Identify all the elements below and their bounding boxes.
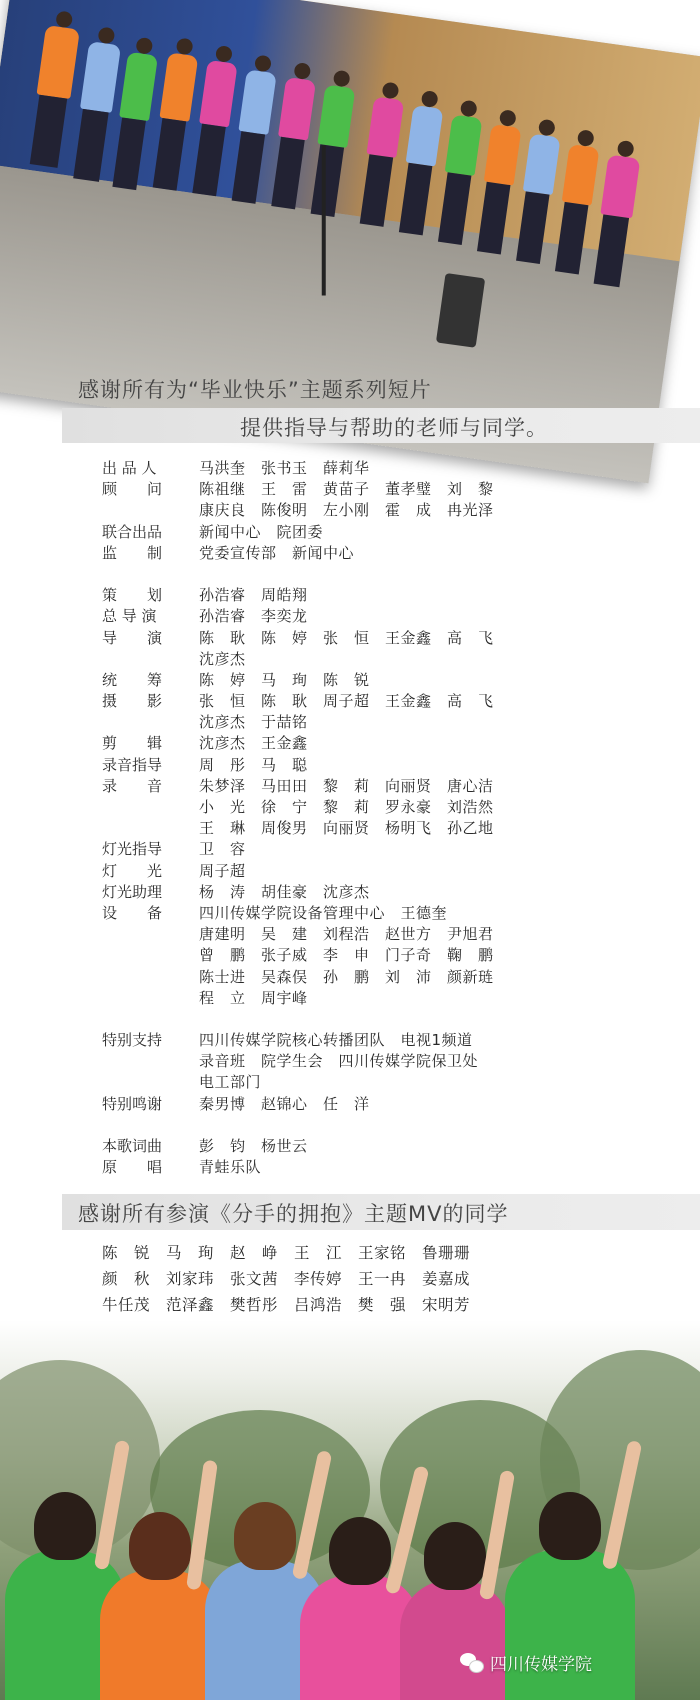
credit-row bbox=[102, 924, 662, 945]
credit-role bbox=[102, 1072, 199, 1093]
credit-role bbox=[102, 564, 199, 585]
credit-role: 特别支持 bbox=[102, 1031, 163, 1050]
credit-names: 四川传媒学院核心转播团队 电视1频道 bbox=[199, 1031, 473, 1050]
credit-names: 沈彦杰 bbox=[199, 649, 246, 668]
credit-role: 策 划 bbox=[102, 586, 163, 605]
credit-names: 陈 婷 马 珣 陈 锐 bbox=[199, 670, 370, 689]
credit-row bbox=[102, 861, 662, 882]
credit-role: 录 音 bbox=[102, 776, 163, 795]
credit-names: 彭 钧 杨世云 bbox=[199, 1137, 308, 1155]
wechat-icon bbox=[460, 1653, 484, 1673]
credit-names: 程 立 周宇峰 bbox=[199, 988, 308, 1007]
credit-role bbox=[102, 500, 199, 521]
credit-row bbox=[102, 903, 662, 924]
credit-row bbox=[102, 628, 662, 649]
watermark-text: 四川传媒学院 bbox=[490, 1655, 592, 1675]
credit-role bbox=[102, 967, 199, 988]
credit-role: 剪 辑 bbox=[102, 734, 163, 753]
credit-row bbox=[102, 522, 662, 543]
credit-names: 党委宣传部 新闻中心 bbox=[199, 543, 355, 562]
credit-row bbox=[102, 1136, 662, 1157]
credit-names: 陈士进 吴森俣 孙 鹏 刘 沛 颜新琏 bbox=[199, 967, 494, 986]
credit-row bbox=[102, 839, 662, 860]
credit-role: 导 演 bbox=[102, 628, 163, 647]
credit-row bbox=[102, 649, 662, 670]
credit-names: 沈彦杰 王金鑫 bbox=[199, 734, 308, 753]
credit-row bbox=[102, 1009, 662, 1030]
microphone-stand bbox=[322, 146, 326, 296]
credit-row bbox=[102, 988, 662, 1009]
credit-names: 孙浩睿 周皓翔 bbox=[199, 586, 308, 605]
credit-names: 张 恒 陈 耿 周子超 王金鑫 高 飞 bbox=[199, 692, 494, 711]
credit-row bbox=[102, 1094, 662, 1115]
credit-role: 监 制 bbox=[102, 543, 163, 562]
credit-row bbox=[102, 1030, 662, 1051]
wechat-watermark bbox=[460, 1650, 592, 1675]
credit-names: 卫 容 bbox=[199, 840, 246, 859]
credit-role: 灯 光 bbox=[102, 861, 163, 880]
credit-names: 沈彦杰 于喆铭 bbox=[199, 713, 308, 732]
credit-names: 杨 涛 胡佳豪 沈彦杰 bbox=[199, 882, 370, 901]
credit-names: 周 彤 马 聪 bbox=[199, 755, 308, 774]
cast-row: 颜 秋 刘家玮 张文茜 李传婷 王一冉 姜嘉成 bbox=[102, 1270, 471, 1288]
credit-role: 灯光指导 bbox=[102, 840, 163, 859]
thanks-heading-line1: 感谢所有为“毕业快乐”主题系列短片 bbox=[78, 378, 432, 402]
credit-role: 特别鸣谢 bbox=[102, 1094, 163, 1113]
credit-names: 朱梦泽 马田田 黎 莉 向丽贤 唐心洁 bbox=[199, 776, 494, 795]
credit-row bbox=[102, 500, 662, 521]
credit-row bbox=[102, 543, 662, 564]
credit-role bbox=[102, 797, 199, 818]
credit-role: 摄 影 bbox=[102, 692, 163, 711]
credit-role bbox=[102, 1051, 199, 1072]
credit-row bbox=[102, 606, 662, 627]
cast-row: 陈 锐 马 珣 赵 峥 王 江 王家铭 鲁珊珊 bbox=[102, 1244, 471, 1262]
credit-row bbox=[102, 1115, 662, 1136]
credit-role: 原 唱 bbox=[102, 1158, 163, 1177]
credit-role bbox=[102, 818, 199, 839]
credit-names: 陈 耿 陈 婷 张 恒 王金鑫 高 飞 bbox=[199, 628, 494, 647]
credits-list bbox=[102, 458, 662, 1178]
credit-names: 录音班 院学生会 四川传媒学院保卫处 bbox=[199, 1052, 479, 1071]
credit-role bbox=[102, 988, 199, 1009]
credit-row bbox=[102, 1051, 662, 1072]
credit-role bbox=[102, 649, 199, 670]
cast-row: 牛任茂 范泽鑫 樊哲彤 吕鸿浩 樊 强 宋明芳 bbox=[102, 1296, 471, 1314]
credit-row bbox=[102, 479, 662, 500]
photo-student bbox=[400, 1580, 510, 1700]
credit-row bbox=[102, 585, 662, 606]
credit-names: 电工部门 bbox=[199, 1073, 262, 1092]
credit-role: 总 导 演 bbox=[102, 607, 157, 626]
credit-row bbox=[102, 1072, 662, 1093]
credit-role: 录音指导 bbox=[102, 755, 163, 774]
credit-role: 出 品 人 bbox=[102, 459, 157, 477]
group-photo-bottom bbox=[0, 1320, 700, 1700]
credit-role: 设 备 bbox=[102, 903, 163, 922]
credit-role: 顾 问 bbox=[102, 480, 163, 499]
credit-row bbox=[102, 564, 662, 585]
credit-row bbox=[102, 733, 662, 754]
credit-role bbox=[102, 1115, 199, 1136]
thanks-heading-line2: 提供指导与帮助的老师与同学。 bbox=[240, 416, 548, 440]
credit-row bbox=[102, 818, 662, 839]
credit-row bbox=[102, 670, 662, 691]
credit-names: 周子超 bbox=[199, 861, 246, 880]
credit-names: 唐建明 吴 建 刘程浩 赵世方 尹旭君 bbox=[199, 925, 494, 944]
credit-row bbox=[102, 691, 662, 712]
credit-row bbox=[102, 458, 662, 479]
credit-row bbox=[102, 1157, 662, 1178]
credit-role bbox=[102, 924, 199, 945]
credit-row bbox=[102, 882, 662, 903]
credit-role bbox=[102, 945, 199, 966]
photo-student bbox=[505, 1550, 635, 1700]
mv-heading: 感谢所有参演《分手的拥抱》主题MV的同学 bbox=[78, 1202, 509, 1226]
credit-row bbox=[102, 755, 662, 776]
credit-row bbox=[102, 945, 662, 966]
credit-names: 陈祖继 王 雷 黄苗子 董孝璧 刘 黎 bbox=[199, 480, 494, 499]
credit-names: 康庆良 陈俊明 左小刚 霍 成 冉光泽 bbox=[199, 501, 494, 520]
credit-row bbox=[102, 776, 662, 797]
credit-names: 孙浩睿 李奕龙 bbox=[199, 607, 308, 626]
credit-row bbox=[102, 967, 662, 988]
credit-names: 四川传媒学院设备管理中心 王德奎 bbox=[199, 903, 448, 922]
credit-role bbox=[102, 712, 199, 733]
credit-names: 曾 鹏 张子威 李 申 门子奇 鞠 鹏 bbox=[199, 946, 494, 965]
credit-row bbox=[102, 712, 662, 733]
credit-role bbox=[102, 1009, 199, 1030]
credit-names: 青蛙乐队 bbox=[199, 1158, 262, 1177]
credit-names: 新闻中心 院团委 bbox=[199, 522, 324, 541]
credit-role: 灯光助理 bbox=[102, 882, 163, 901]
credit-row bbox=[102, 797, 662, 818]
credit-names: 王 琳 周俊男 向丽贤 杨明飞 孙乙地 bbox=[199, 819, 494, 838]
credit-names: 秦男博 赵锦心 任 洋 bbox=[199, 1094, 370, 1113]
credit-names: 小 光 徐 宁 黎 莉 罗永豪 刘浩然 bbox=[199, 798, 494, 816]
credit-role: 统 筹 bbox=[102, 670, 163, 689]
credit-names: 马洪奎 张书玉 薛莉华 bbox=[199, 459, 370, 477]
credit-role: 联合出品 bbox=[102, 522, 163, 541]
credit-role: 本歌词曲 bbox=[102, 1137, 163, 1155]
photo-student bbox=[100, 1570, 220, 1700]
